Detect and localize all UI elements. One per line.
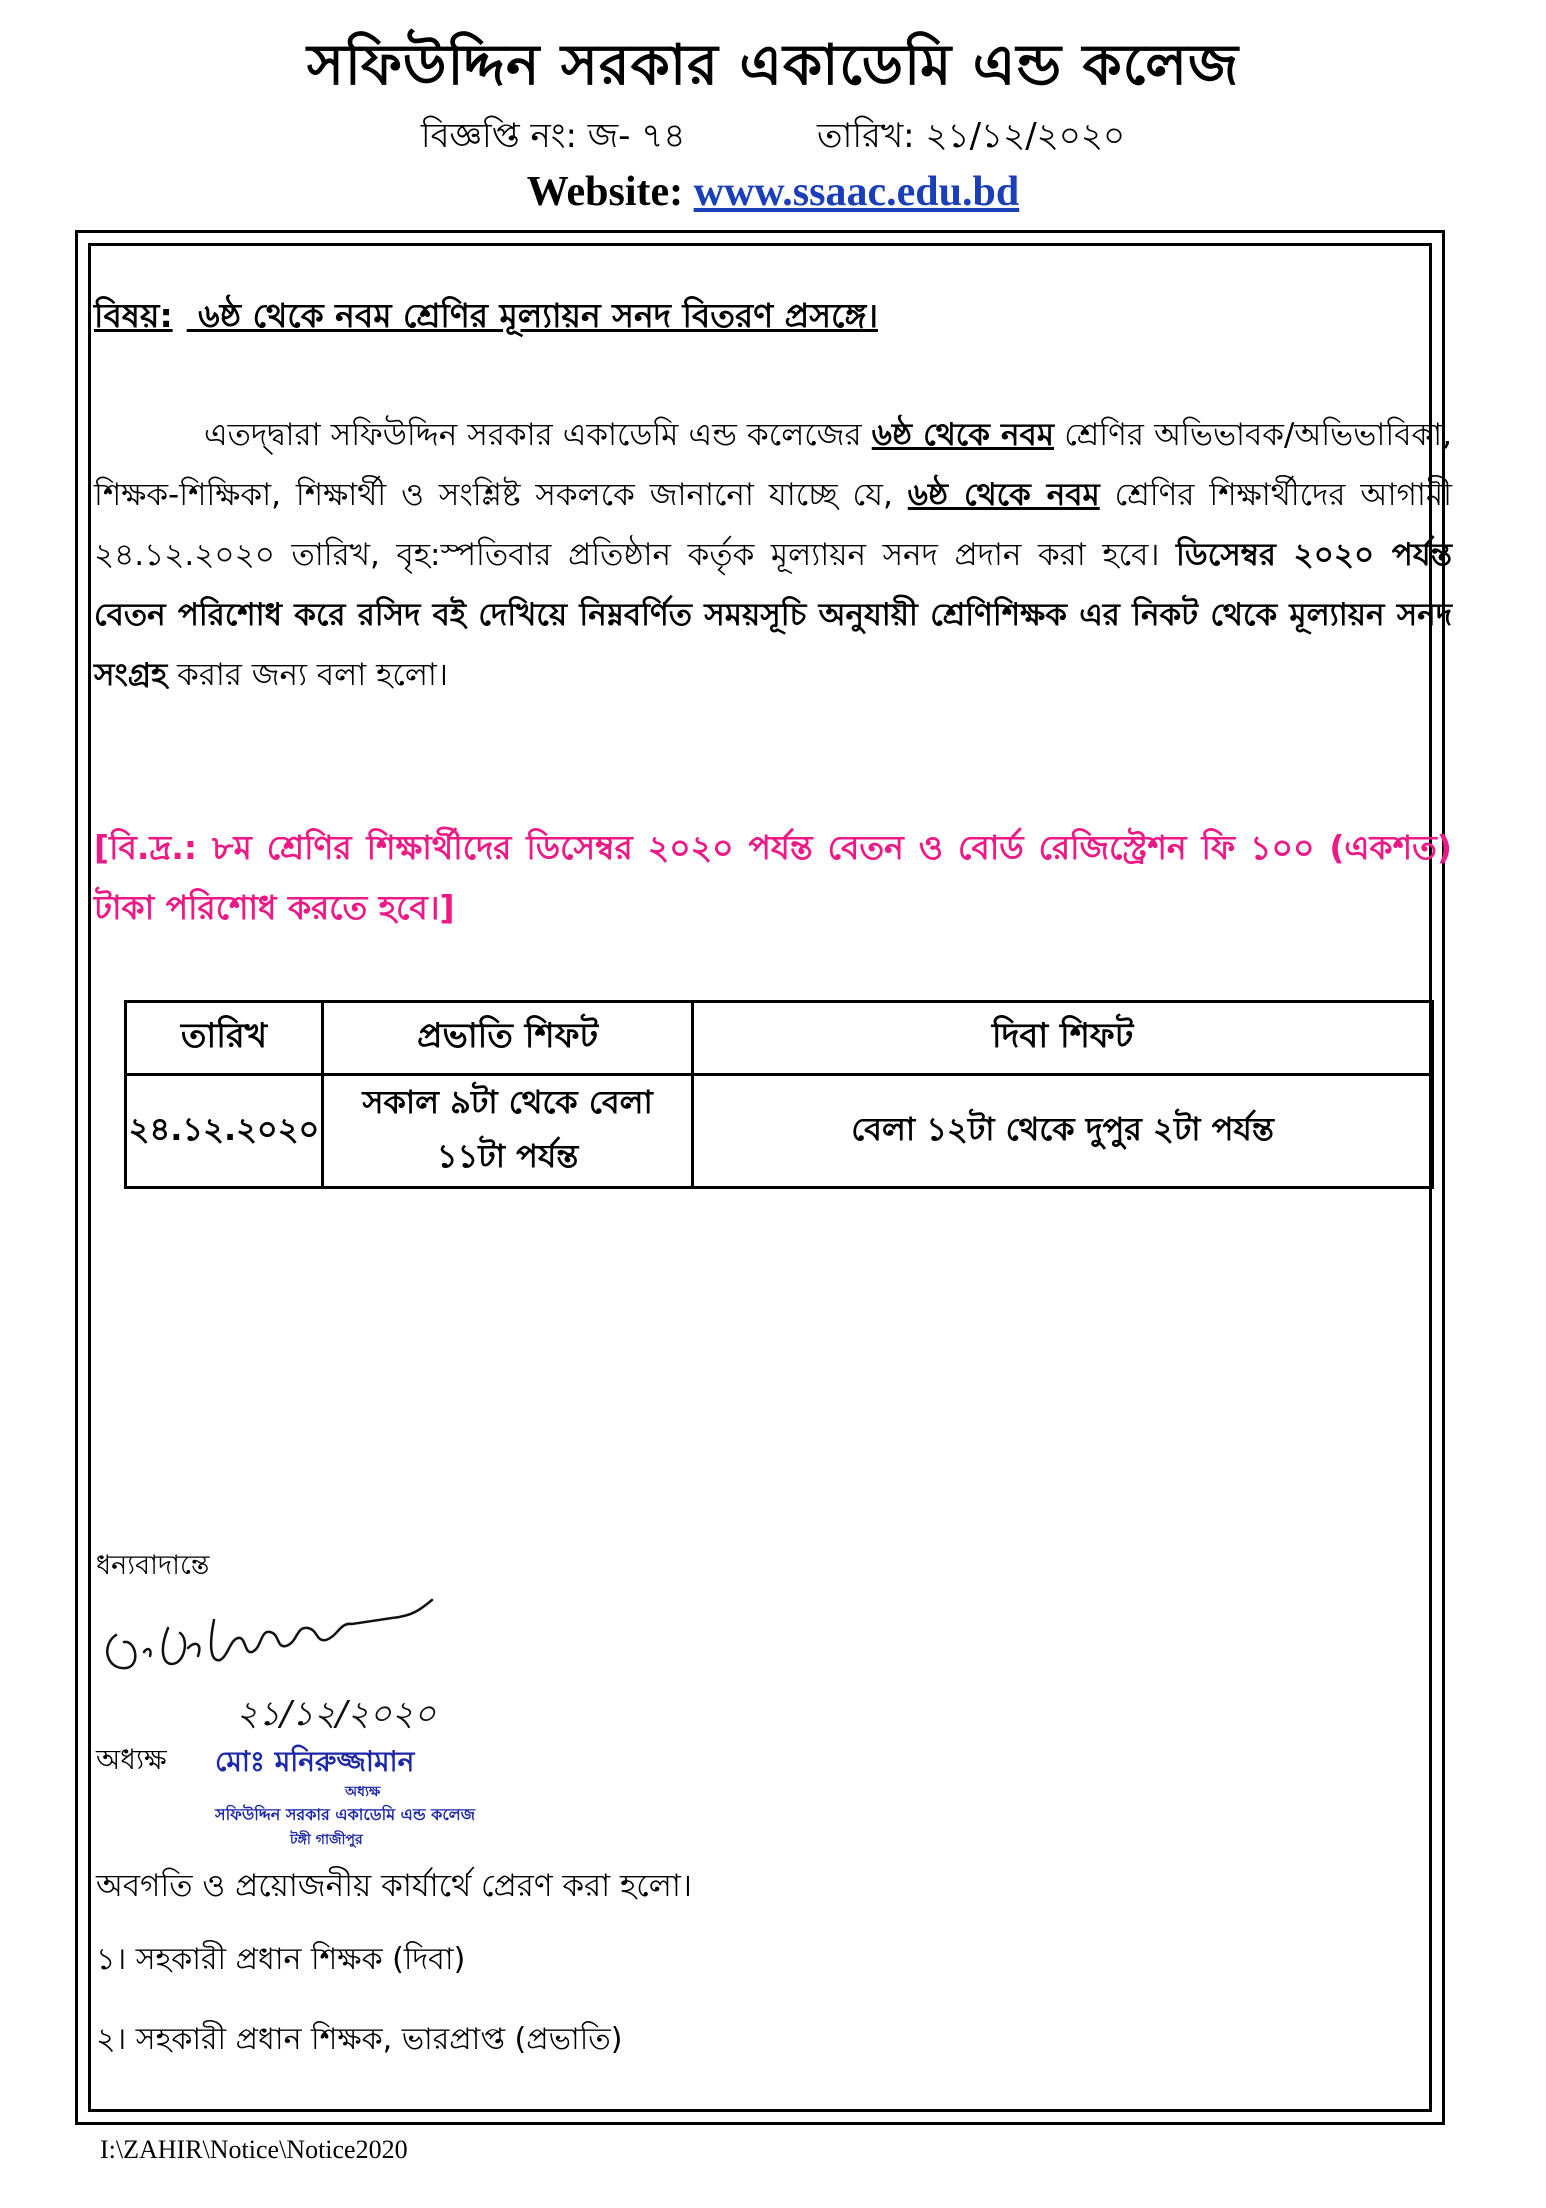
principal-label: অধ্যক্ষ [96, 1743, 167, 1776]
forward-text: অবগতি ও প্রয়োজনীয় কার্যার্থে প্রেরণ করা হলো। [96, 1868, 692, 1904]
subject-label: বিষয়: [94, 296, 173, 335]
classes-highlight-2: ৬ষ্ঠ থেকে নবম [907, 477, 1100, 513]
header-date: তারিখ [126, 1002, 323, 1075]
cell-day-time: বেলা ১২টা থেকে দুপুর ২টা পর্যন্ত [693, 1075, 1433, 1188]
notice-no: জ- ৭৪ [587, 116, 686, 156]
date-label: তারিখ: [817, 116, 915, 156]
subject-line [94, 290, 878, 346]
body-part-3: শ্রেণির শিক্ষার্থীদের আগামী ২৪.১২.২০২০ তারিখ, বৃহ:স্পতিবার প্রতিষ্ঠান কর্তৃক মূল্যায়ন সনদ প্রদান করা হবে। [94, 477, 1452, 573]
body-bold-instruction: ডিসেম্বর ২০২০ পর্যন্ত বেতন পরিশোধ করে রসিদ বই দেখিয়ে নিম্নবর্ণিত সময়সূচি অনুযায়ী শ্রেণিশিক্ষক এর নিকট থেকে মূল্যায়ন সনদ সংগ্রহ [94, 537, 1452, 693]
classes-highlight-1: ৬ষ্ঠ থেকে নবম [871, 417, 1055, 453]
stamp-place: টঙ্গী গাজীপুর [290, 1832, 363, 1848]
website-line [0, 168, 1546, 216]
nb-note: [বি.দ্র.: ৮ম শ্রেণির শিক্ষার্থীদের ডিসেম্বর ২০২০ পর্যন্ত বেতন ও বোর্ড রেজিস্ট্রেশন ফি ১০০ (একশত) টাকা পরিশোধ করতে হবে।] [94, 828, 1452, 927]
header-morning-shift: প্রভাতি শিফট [322, 1002, 692, 1075]
schedule-header-row [126, 1002, 1433, 1075]
thanks-text: ধন্যবাদান্তে [96, 1550, 210, 1581]
body-part-2: শ্রেণির অভিভাবক/অভিভাবিকা, শিক্ষক-শিক্ষিকা, শিক্ষার্থী ও সংশ্লিষ্ট সকলকে জানানো যাচ্ছে যে, [94, 417, 1452, 513]
cell-morning-time: সকাল ৯টা থেকে বেলা ১১টা পর্যন্ত [322, 1075, 692, 1188]
signature [96, 1590, 476, 1740]
cc-item: ২। সহকারী প্রধান শিক্ষক, ভারপ্রাপ্ত (প্রভাতি) [96, 2022, 623, 2057]
table-row [126, 1075, 1433, 1188]
stamp-org: সফিউদ্দিন সরকার একাডেমি এন্ড কলেজ [215, 1805, 476, 1824]
notice-date: ২১/১২/২০২০ [925, 116, 1126, 156]
cc-item: ১। সহকারী প্রধান শিক্ষক (দিবা) [96, 1942, 466, 1977]
signature-date: ২১/১২/২০২০ [236, 1694, 436, 1734]
cell-date: ২৪.১২.২০২০ [126, 1075, 323, 1188]
stamp-role: অধ্যক্ষ [345, 1784, 381, 1800]
notice-meta [0, 110, 1546, 167]
body-part-1: এতদ্দ্বারা সফিউদ্দিন সরকার একাডেমি এন্ড কলেজের [204, 417, 872, 453]
header-day-shift: দিবা শিফট [693, 1002, 1433, 1075]
institution-title: সফিউদ্দিন সরকার একাডেমি এন্ড কলেজ [306, 33, 1240, 98]
principal-stamp [215, 1740, 515, 1860]
notice-no-label: বিজ্ঞপ্তি নং: [420, 116, 577, 156]
subject-text: ৬ষ্ঠ থেকে নবম শ্রেণির মূল্যায়ন সনদ বিতরণ প্রসঙ্গে। [198, 296, 879, 335]
file-path: I:\ZAHIR\Notice\Notice2020 [100, 2135, 408, 2164]
schedule-table [124, 1000, 1434, 1189]
stamp-name: মোঃ মনিরুজ্জামান [215, 1745, 415, 1778]
body-part-4: করার জন্য বলা হলো। [167, 657, 449, 693]
website-link[interactable]: www.ssaac.edu.bd [693, 169, 1020, 215]
website-label: Website: [526, 169, 684, 215]
notice-body [94, 405, 1452, 705]
